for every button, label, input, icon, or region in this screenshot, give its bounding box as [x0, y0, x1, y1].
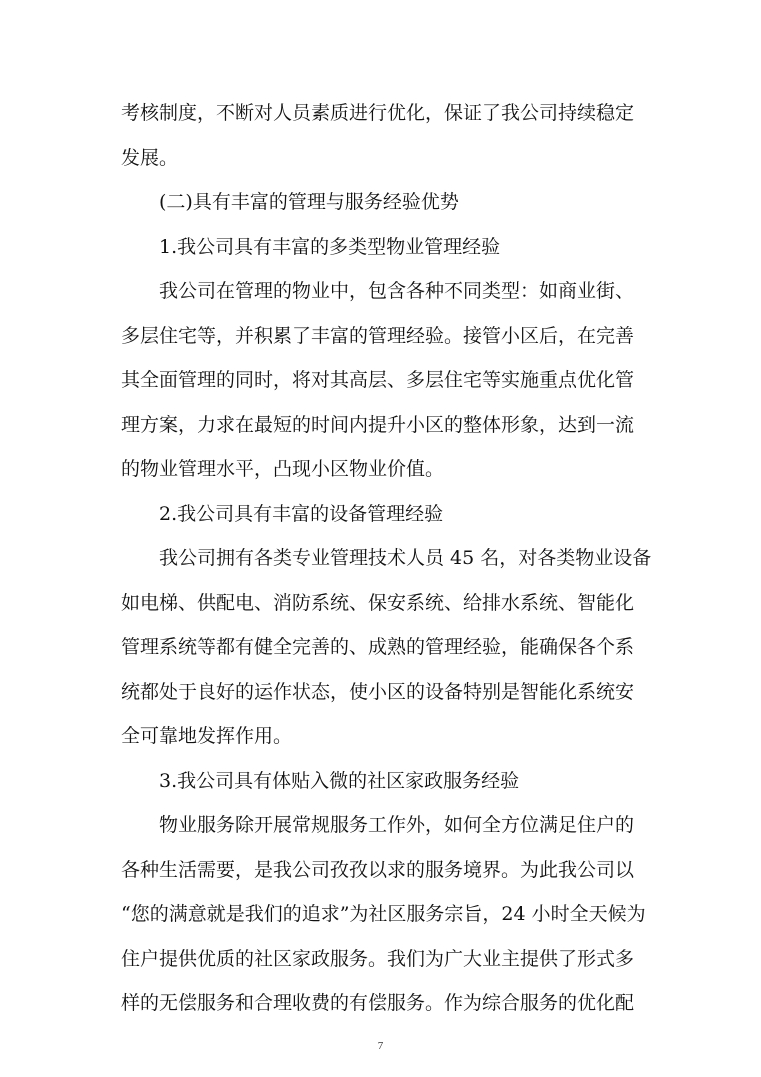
text-line: 管理系统等都有健全完善的、成熟的管理经验，能确保各个系 — [121, 636, 635, 658]
text-line: 3.我公司具有体贴入微的社区家政服务经验 — [159, 769, 520, 792]
text-line: 其全面管理的同时，将对其高层、多层住宅等实施重点优化管 — [121, 369, 635, 391]
text-line: 2.我公司具有丰富的设备管理经验 — [159, 502, 444, 525]
text-line: 各种生活需要，是我公司孜孜以求的服务境界。为此我公司以 — [121, 858, 635, 881]
text-line: (二)具有丰富的管理与服务经验优势 — [159, 191, 459, 213]
text-line: 多层住宅等，并积累了丰富的管理经验。接管小区后，在完善 — [121, 324, 635, 347]
text-line: 全可靠地发挥作用。 — [121, 725, 293, 747]
text-line: 样的无偿服务和合理收费的有偿服务。作为综合服务的优化配 — [121, 992, 635, 1014]
text-line: 1.我公司具有丰富的多类型物业管理经验 — [159, 235, 501, 258]
text-line: 如电梯、供配电、消防系统、保安系统、给排水系统、智能化 — [121, 591, 635, 614]
text-line: 统都处于良好的运作状态，使小区的设备特别是智能化系统安 — [121, 680, 635, 703]
text-line: 我公司在管理的物业中，包含各种不同类型：如商业街、 — [159, 280, 635, 302]
text-line: 理方案，力求在最短的时间内提升小区的整体形象，达到一流 — [121, 413, 635, 436]
text-line: “您的满意就是我们的追求”为社区服务宗旨，24 小时全天候为 — [121, 903, 646, 925]
page-number: 7 — [377, 1040, 384, 1052]
text-line: 物业服务除开展常规服务工作外，如何全方位满足住户的 — [159, 814, 635, 836]
document-body — [121, 91, 652, 1026]
text-line: 住户提供优质的社区家政服务。我们为广大业主提供了形式多 — [121, 947, 635, 970]
text-line: 考核制度，不断对人员素质进行优化，保证了我公司持续稳定 — [121, 102, 635, 124]
text-line: 我公司拥有各类专业管理技术人员 45 名，对各类物业设备 — [159, 547, 652, 569]
text-line: 发展。 — [121, 146, 179, 169]
text-line: 的物业管理水平，凸现小区物业价值。 — [121, 458, 445, 480]
